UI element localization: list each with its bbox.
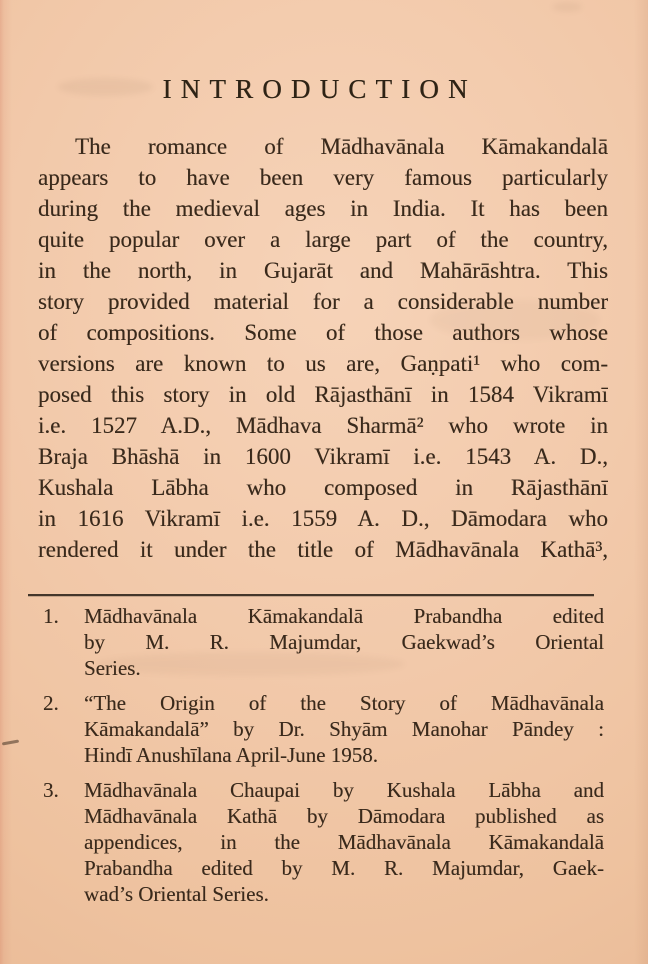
paragraph-line: during the medieval ages in India. It has been xyxy=(38,196,608,221)
intro-paragraph xyxy=(38,131,608,565)
footnote-text xyxy=(84,603,604,681)
paragraph-line: i.e. 1527 A.D., Mādhava Sharmā² who wrote in xyxy=(38,413,608,438)
footnote-line: Mādhavānala Kāmakandalā Prabandha edited xyxy=(84,604,604,628)
footnote-number: 2. xyxy=(43,691,59,715)
footnote-text xyxy=(84,690,604,768)
paragraph-line: appears to have been very famous particularly xyxy=(38,165,608,190)
page-title: INTRODUCTION xyxy=(162,74,477,104)
scan-smudge xyxy=(552,2,582,12)
footnotes-list xyxy=(38,603,604,916)
footnote-number: 1. xyxy=(43,604,59,628)
paragraph-line: in 1616 Vikramī i.e. 1559 A. D., Dāmodara who xyxy=(38,506,608,531)
paragraph-line: story provided material for a considerable number xyxy=(38,289,608,314)
footnote-line: Mādhavānala Chaupai by Kushala Lābha and xyxy=(84,778,604,802)
footnote-line: wad’s Oriental Series. xyxy=(84,882,269,906)
footnote-line: Prabandha edited by M. R. Majumdar, Gaek- xyxy=(84,856,604,880)
footnote-number: 3. xyxy=(43,778,59,802)
paragraph-line: posed this story in old Rājasthānī in 1584 Vikramī xyxy=(38,382,608,407)
paragraph-line: of compositions. Some of those authors whose xyxy=(38,320,608,345)
footnote-2 xyxy=(38,690,604,768)
footnote-line: Mādhavānala Kathā by Dāmodara published as xyxy=(84,804,604,828)
footnote-3 xyxy=(38,777,604,907)
paragraph-line: Kushala Lābha who composed in Rājasthānī xyxy=(38,475,608,500)
footnote-divider xyxy=(28,594,594,596)
footnote-text xyxy=(84,777,604,907)
footnote-1 xyxy=(38,603,604,681)
footnote-line: Series. xyxy=(84,656,141,680)
footnote-line: appendices, in the Mādhavānala Kāmakandalā xyxy=(84,830,604,854)
footnote-line: Hindī Anushīlana April-June 1958. xyxy=(84,743,378,767)
scan-stray-mark xyxy=(2,740,19,746)
paragraph-line: versions are known to us are, Gaṇpati¹ who com- xyxy=(38,351,608,376)
footnote-line: by M. R. Majumdar, Gaekwad’s Oriental xyxy=(84,630,604,654)
footnote-line: Kāmakandalā” by Dr. Shyām Manohar Pāndey : xyxy=(84,717,604,741)
paragraph-line: rendered it under the title of Mādhavānala Kathā³, xyxy=(38,537,608,562)
footnote-line: “The Origin of the Story of Mādhavānala xyxy=(84,691,604,715)
paragraph-line: Braja Bhāshā in 1600 Vikramī i.e. 1543 A. D., xyxy=(38,444,608,469)
paragraph-line: in the north, in Gujarāt and Mahārāshtra. This xyxy=(38,258,608,283)
paragraph-line: The romance of Mādhavānala Kāmakandalā xyxy=(75,134,608,159)
paragraph-line: quite popular over a large part of the country, xyxy=(38,227,608,252)
